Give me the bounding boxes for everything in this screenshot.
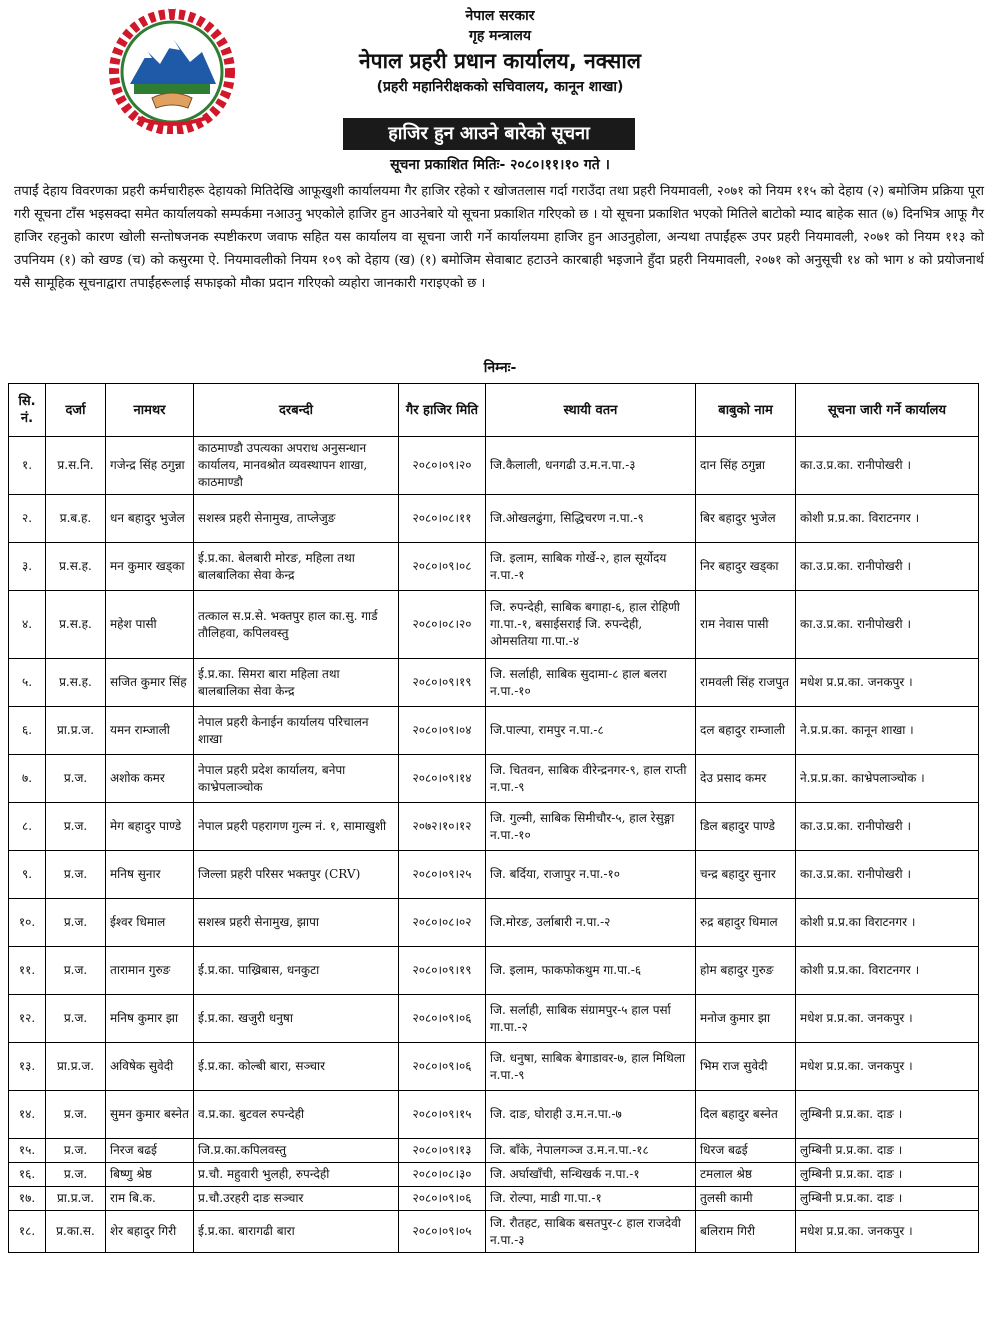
cell-post: तत्काल स.प्र.से. भक्तपुर हाल का.सु. गार्ड तौलिहवा, कपिलवस्तु — [194, 591, 399, 659]
cell-address: जि.पाल्पा, रामपुर न.पा.-८ — [486, 707, 696, 755]
cell-sn: १४. — [9, 1091, 46, 1139]
cell-absent-date: २०८०।०९।०४ — [399, 707, 486, 755]
section-name: (प्रहरी महानिरीक्षकको सचिवालय, कानून शाखा) — [376, 79, 624, 95]
cell-office: ने.प्र.प्र.का. कानून शाखा । — [796, 707, 979, 755]
cell-father: मनोज कुमार झा — [696, 995, 796, 1043]
cell-absent-date: २०८०।०९।१९ — [399, 659, 486, 707]
govt-name: नेपाल सरकार — [465, 8, 535, 24]
cell-father: रुद्र बहादुर धिमाल — [696, 899, 796, 947]
cell-office: लुम्बिनी प्र.प्र.का. दाङ । — [796, 1187, 979, 1211]
cell-post: नेपाल प्रहरी केनाईन कार्यालय परिचालन शाखा — [194, 707, 399, 755]
cell-post: ई.प्र.का. पाख्रिबास, धनकुटा — [194, 947, 399, 995]
letterhead — [260, 6, 740, 98]
cell-address: जि. दाङ, घोराही उ.म.न.पा.-७ — [486, 1091, 696, 1139]
cell-father: होम बहादुर गुरुङ — [696, 947, 796, 995]
cell-post: नेपाल प्रहरी पहरागण गुल्म नं. १, सामाखुशी — [194, 803, 399, 851]
cell-rank: प्र.स.ह. — [46, 659, 106, 707]
col-header-sn: सि. नं. — [9, 384, 46, 437]
table-row — [9, 495, 979, 543]
cell-office: लुम्बिनी प्र.प्र.का. दाङ । — [796, 1139, 979, 1163]
cell-office: लुम्बिनी प्र.प्र.का. दाङ । — [796, 1163, 979, 1187]
cell-father: बिर बहादुर भुजेल — [696, 495, 796, 543]
cell-office: मधेश प्र.प्र.का. जनकपुर । — [796, 995, 979, 1043]
table-row — [9, 707, 979, 755]
cell-post: प्र.चौ.उरहरी दाङ सञ्चार — [194, 1187, 399, 1211]
cell-father: रामवली सिंह राजपुत — [696, 659, 796, 707]
table-row — [9, 1091, 979, 1139]
cell-absent-date: २०८०।०९।०८ — [399, 543, 486, 591]
cell-sn: १५. — [9, 1139, 46, 1163]
cell-rank: प्र.ज. — [46, 1163, 106, 1187]
cell-father: दान सिंह ठगुन्ना — [696, 437, 796, 495]
cell-address: जि. रोल्पा, माडी गा.पा.-१ — [486, 1187, 696, 1211]
cell-rank: प्र.ज. — [46, 755, 106, 803]
notice-body: तपाईं देहाय विवरणका प्रहरी कर्मचारीहरू देहायको मितिदेखि आफूखुशी कार्यालयमा गैर हाजिर रहेको र खोजतलास गर्दा गराउँदा तथा प्रहरी नियमावली, २०७१ को नियम ११५ को देहाय (२) बमोजिम प्रक्रिया पूरा गरी सूचना टाँस भइसक्दा समेत कार्यालयको सम्पर्कमा नआउनु भएकोले हाजिर हुन आउनेबारे यो सूचना प्रकाशित गरिएको छ । यो सूचना प्रकाशित भएको मितिले बाटोको म्याद बाहेक सात (७) दिनभित्र आफू गैर हाजिर रहनुको कारण खोली सन्तोषजनक स्पष्टीकरण जवाफ सहित यस कार्यालय वा सूचना जारी गर्ने कार्यालयमा हाजिर हुन आउनुहोला, अन्यथा तपाईंहरू उपर प्रहरी नियमावली, २०७१ को नियम ११३ को उपनियम (१) को खण्ड (च) को कसुरमा ऐ. नियमावलीको नियम १०९ को देहाय (ख) (१) बमोजिम सेवाबाट हटाउने कारबाही भइजाने हुँदा प्रहरी नियमावली, २०७१ को अनुसूची १४ को भाग ४ को प्रयोजनार्थ यसै सामूहिक सूचनाद्वारा तपाईंहरूलाई सफाइको मौका प्रदान गरिएको व्यहोरा जानकारी गराइएको छ । — [14, 184, 984, 291]
cell-post: व.प्र.का. बुटवल रुपन्देही — [194, 1091, 399, 1139]
cell-address: जि. इलाम, साबिक गोर्खे-२, हाल सूर्योदय न.पा.-१ — [486, 543, 696, 591]
absent-personnel-table — [8, 383, 979, 1253]
cell-father: चन्द्र बहादुर सुनार — [696, 851, 796, 899]
cell-absent-date: २०८०।०९।१५ — [399, 1091, 486, 1139]
cell-address: जि.मोरङ, उर्लाबारी न.पा.-२ — [486, 899, 696, 947]
cell-father: तुलसी कामी — [696, 1187, 796, 1211]
cell-name: अशोक कमर — [106, 755, 194, 803]
cell-name: मनिष कुमार झा — [106, 995, 194, 1043]
cell-address: जि. इलाम, फाकफोकथुम गा.पा.-६ — [486, 947, 696, 995]
cell-rank: प्रा.प्र.ज. — [46, 707, 106, 755]
office-name: नेपाल प्रहरी प्रधान कार्यालय, नक्साल — [358, 49, 642, 73]
cell-rank: प्र.स.ह. — [46, 543, 106, 591]
cell-office: का.उ.प्र.का. रानीपोखरी । — [796, 591, 979, 659]
cell-sn: १६. — [9, 1163, 46, 1187]
cell-address: जि. गुल्मी, साबिक सिमीचौर-५, हाल रेसुङ्गा न.पा.-१० — [486, 803, 696, 851]
col-header-post: दरबन्दी — [194, 384, 399, 437]
cell-name: यमन राम्जाली — [106, 707, 194, 755]
cell-father: निर बहादुर खड्का — [696, 543, 796, 591]
nepal-emblem-icon — [108, 6, 236, 134]
cell-post: सशस्त्र प्रहरी सेनामुख, ताप्लेजुङ — [194, 495, 399, 543]
cell-sn: १. — [9, 437, 46, 495]
cell-address: जि. बाँके, नेपालगञ्ज उ.म.न.पा.-१८ — [486, 1139, 696, 1163]
cell-office: का.उ.प्र.का. रानीपोखरी । — [796, 543, 979, 591]
cell-name: गजेन्द्र सिंह ठगुन्ना — [106, 437, 194, 495]
cell-absent-date: २०८०।०९।२५ — [399, 851, 486, 899]
notice-title: हाजिर हुन आउने बारेको सूचना — [343, 118, 635, 150]
cell-rank: प्र.स.नि. — [46, 437, 106, 495]
table-row — [9, 899, 979, 947]
cell-office: मधेश प्र.प्र.का. जनकपुर । — [796, 659, 979, 707]
cell-name: शेर बहादुर गिरी — [106, 1211, 194, 1253]
cell-rank: प्र.ज. — [46, 995, 106, 1043]
table-row — [9, 803, 979, 851]
cell-office: कोशी प्र.प्र.का विराटनगर । — [796, 899, 979, 947]
table-row — [9, 755, 979, 803]
cell-name: धन बहादुर भुजेल — [106, 495, 194, 543]
cell-post: ई.प्र.का. सिमरा बारा महिला तथा बालबालिका सेवा केन्द्र — [194, 659, 399, 707]
cell-post: जि.प्र.का.कपिलवस्तु — [194, 1139, 399, 1163]
cell-sn: ७. — [9, 755, 46, 803]
cell-address: जि. सर्लाही, साबिक संग्रामपुर-५ हाल पर्सा गा.पा.-२ — [486, 995, 696, 1043]
cell-post: सशस्त्र प्रहरी सेनामुख, झापा — [194, 899, 399, 947]
table-row — [9, 659, 979, 707]
cell-address: जि. सर्लाही, साबिक सुदामा-८ हाल बलरा न.पा.-१० — [486, 659, 696, 707]
cell-sn: १७. — [9, 1187, 46, 1211]
cell-post: जिल्ला प्रहरी परिसर भक्तपुर (CRV) — [194, 851, 399, 899]
cell-rank: प्रा.प्र.ज. — [46, 1043, 106, 1091]
table-header-row — [9, 384, 979, 437]
table-row — [9, 591, 979, 659]
cell-rank: प्रा.प्र.ज. — [46, 1187, 106, 1211]
cell-name: निरज बढई — [106, 1139, 194, 1163]
col-header-address: स्थायी वतन — [486, 384, 696, 437]
cell-father: दल बहादुर राम्जाली — [696, 707, 796, 755]
table-row — [9, 947, 979, 995]
col-header-rank: दर्जा — [46, 384, 106, 437]
cell-post: ई.प्र.का. कोल्बी बारा, सञ्चार — [194, 1043, 399, 1091]
cell-absent-date: २०८०।०९।१९ — [399, 947, 486, 995]
cell-office: मधेश प्र.प्र.का. जनकपुर । — [796, 1043, 979, 1091]
table-row — [9, 437, 979, 495]
cell-rank: प्र.ज. — [46, 803, 106, 851]
cell-address: जि.कैलाली, धनगढी उ.म.न.पा.-३ — [486, 437, 696, 495]
cell-post: नेपाल प्रहरी प्रदेश कार्यालय, बनेपा काभ्रेपलाञ्चोक — [194, 755, 399, 803]
cell-absent-date: २०७२।१०।१२ — [399, 803, 486, 851]
cell-name: मेग बहादुर पाण्डे — [106, 803, 194, 851]
cell-absent-date: २०८०।०८।३० — [399, 1163, 486, 1187]
cell-father: दिल बहादुर बस्नेत — [696, 1091, 796, 1139]
col-header-father: बाबुको नाम — [696, 384, 796, 437]
table-row — [9, 1187, 979, 1211]
cell-absent-date: २०८०।०९।०६ — [399, 995, 486, 1043]
cell-address: जि.ओखलढुंगा, सिद्धिचरण न.पा.-९ — [486, 495, 696, 543]
cell-father: डिल बहादुर पाण्डे — [696, 803, 796, 851]
cell-office: का.उ.प्र.का. रानीपोखरी । — [796, 851, 979, 899]
table-row — [9, 995, 979, 1043]
cell-address: जि. चितवन, साबिक वीरेन्द्रनगर-९, हाल राप्ती न.पा.-९ — [486, 755, 696, 803]
published-date: सूचना प्रकाशित मितिः- २०८०।११।१० गते । — [390, 157, 610, 173]
cell-name: अविषेक सुवेदी — [106, 1043, 194, 1091]
cell-father: बलिराम गिरी — [696, 1211, 796, 1253]
cell-post: ई.प्र.का. बेलबारी मोरङ, महिला तथा बालबालिका सेवा केन्द्र — [194, 543, 399, 591]
cell-post: प्र.चौ. महुवारी भुलही, रुपन्देही — [194, 1163, 399, 1187]
col-header-name: नामथर — [106, 384, 194, 437]
cell-name: मनिष सुनार — [106, 851, 194, 899]
cell-sn: २. — [9, 495, 46, 543]
ministry-name: गृह मन्त्रालय — [468, 28, 532, 44]
cell-father: राम नेवास पासी — [696, 591, 796, 659]
cell-name: तारामान गुरुङ — [106, 947, 194, 995]
cell-name: राम बि.क. — [106, 1187, 194, 1211]
col-header-office: सूचना जारी गर्ने कार्यालय — [796, 384, 979, 437]
cell-post: ई.प्र.का. खजुरी धनुषा — [194, 995, 399, 1043]
cell-absent-date: २०८०।०९।१३ — [399, 1139, 486, 1163]
table-row — [9, 543, 979, 591]
cell-sn: ११. — [9, 947, 46, 995]
cell-absent-date: २०८०।०९।१४ — [399, 755, 486, 803]
cell-father: धिरज बढई — [696, 1139, 796, 1163]
cell-sn: ६. — [9, 707, 46, 755]
cell-office: ने.प्र.प्र.का. काभ्रेपलाञ्चोक । — [796, 755, 979, 803]
table-row — [9, 1163, 979, 1187]
cell-post: काठमाण्डौ उपत्यका अपराध अनुसन्धान कार्यालय, मानवश्रोत व्यवस्थापन शाखा, काठमाण्डौ — [194, 437, 399, 495]
cell-sn: ९. — [9, 851, 46, 899]
cell-office: कोशी प्र.प्र.का. विराटनगर । — [796, 495, 979, 543]
col-header-absent-date: गैर हाजिर मिति — [399, 384, 486, 437]
cell-father: देउ प्रसाद कमर — [696, 755, 796, 803]
cell-address: जि. रुपन्देही, साबिक बगाहा-६, हाल रोहिणी गा.पा.-१, बसाईसराई जि. रुपन्देही, ओमसतिया गा.पा.-४ — [486, 591, 696, 659]
cell-sn: ३. — [9, 543, 46, 591]
cell-father: टमलाल श्रेष्ठ — [696, 1163, 796, 1187]
cell-rank: प्र.ज. — [46, 899, 106, 947]
cell-name: बिष्णु श्रेष्ठ — [106, 1163, 194, 1187]
cell-name: महेश पासी — [106, 591, 194, 659]
cell-address: जि. बर्दिया, राजापुर न.पा.-१० — [486, 851, 696, 899]
cell-sn: १२. — [9, 995, 46, 1043]
cell-office: का.उ.प्र.का. रानीपोखरी । — [796, 803, 979, 851]
cell-absent-date: २०८०।०९।०५ — [399, 1211, 486, 1253]
cell-absent-date: २०८०।०९।०६ — [399, 1043, 486, 1091]
cell-office: लुम्बिनी प्र.प्र.का. दाङ । — [796, 1091, 979, 1139]
cell-rank: प्र.ज. — [46, 1139, 106, 1163]
cell-absent-date: २०८०।०८।०२ — [399, 899, 486, 947]
cell-office: मधेश प्र.प्र.का. जनकपुर । — [796, 1211, 979, 1253]
cell-father: भिम राज सुवेदी — [696, 1043, 796, 1091]
cell-sn: १८. — [9, 1211, 46, 1253]
cell-rank: प्र.ज. — [46, 1091, 106, 1139]
cell-name: मन कुमार खड्का — [106, 543, 194, 591]
cell-sn: ४. — [9, 591, 46, 659]
cell-office: का.उ.प्र.का. रानीपोखरी । — [796, 437, 979, 495]
table-row — [9, 851, 979, 899]
cell-rank: प्र.ज. — [46, 851, 106, 899]
cell-sn: १०. — [9, 899, 46, 947]
cell-address: जि. धनुषा, साबिक बेगाडावर-७, हाल मिथिला न.पा.-९ — [486, 1043, 696, 1091]
cell-sn: ८. — [9, 803, 46, 851]
cell-rank: प्र.का.स. — [46, 1211, 106, 1253]
cell-address: जि. अर्घाखाँची, सन्धिखर्क न.पा.-१ — [486, 1163, 696, 1187]
cell-rank: प्र.स.ह. — [46, 591, 106, 659]
cell-sn: १३. — [9, 1043, 46, 1091]
cell-rank: प्र.ज. — [46, 947, 106, 995]
cell-rank: प्र.ब.ह. — [46, 495, 106, 543]
table-row — [9, 1139, 979, 1163]
cell-name: सुमन कुमार बस्नेत — [106, 1091, 194, 1139]
table-row — [9, 1043, 979, 1091]
cell-office: कोशी प्र.प्र.का. विराटनगर । — [796, 947, 979, 995]
table-row — [9, 1211, 979, 1253]
cell-address: जि. रौतहट, साबिक बसतपुर-८ हाल राजदेवी न.पा.-३ — [486, 1211, 696, 1253]
cell-absent-date: २०८०।०८।२० — [399, 591, 486, 659]
cell-name: ईश्वर धिमाल — [106, 899, 194, 947]
cell-name: सजित कुमार सिंह — [106, 659, 194, 707]
cell-sn: ५. — [9, 659, 46, 707]
list-label: निम्नः- — [483, 360, 517, 376]
cell-absent-date: २०८०।०९।२० — [399, 437, 486, 495]
cell-absent-date: २०८०।०९।०६ — [399, 1187, 486, 1211]
cell-post: ई.प्र.का. बारागढी बारा — [194, 1211, 399, 1253]
cell-absent-date: २०८०।०८।११ — [399, 495, 486, 543]
